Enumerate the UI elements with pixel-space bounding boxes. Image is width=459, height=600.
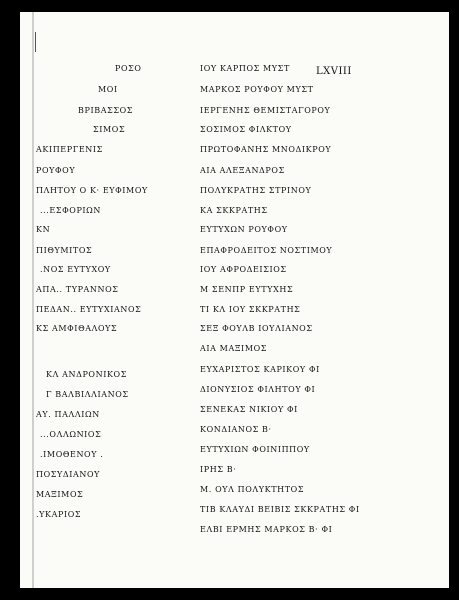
right-column-line: ΑΙΑ ΜΑΞΙΜΟΣ xyxy=(200,344,268,353)
left-column-line: ΜΑΞΙΜΟΣ xyxy=(36,490,84,499)
left-column-line: ΚΛ ΑΝΔΡΟΝΙΚΟΣ xyxy=(46,370,127,379)
left-column-line: ΡΟΥΦΟΥ xyxy=(36,166,76,175)
left-column-line: ΑΚΙΠΕΡΓΕΝΙΣ xyxy=(36,145,103,154)
left-column-line: ΡΟΣΟ xyxy=(115,64,142,73)
fold-mark xyxy=(35,32,36,52)
left-column-line: ΣΙΜΟΣ xyxy=(93,125,126,134)
right-column-line: ΠΟΛΥΚΡΑΤΗΣ ΣΤΡΙΝΟΥ xyxy=(200,186,312,195)
left-column-line: .ΥΚΑΡΙΟΣ xyxy=(36,510,82,519)
left-column-line: Γ ΒΑΛΒΙΛΛΙΑΝΟΣ xyxy=(46,390,129,399)
right-column-line: ΙΟΥ ΑΦΡΟΔΕΙΣΙΟΣ xyxy=(200,265,287,274)
left-column-line: ΜΟΙ xyxy=(98,85,118,94)
left-column-line: ΚΝ xyxy=(36,225,51,234)
left-column-line: ΑΠΑ.. ΤΥΡΑΝΝΟΣ xyxy=(36,285,119,294)
right-column-line: ΕΥΧΑΡΙΣΤΟΣ ΚΑΡΙΚΟΥ ΦΙ xyxy=(200,365,320,374)
right-column-line: ΠΡΩΤΟΦΑΝΗΣ ΜΝΟΔΙΚΡΟΥ xyxy=(200,145,332,154)
left-column-line: ΒΡΙΒΑΣΣΟΣ xyxy=(78,106,134,115)
folio-number: LXVIII xyxy=(316,66,352,77)
page-fold-line xyxy=(32,12,34,588)
left-column-line: ΑΥ. ΠΑΛΛΙΩΝ xyxy=(36,410,100,419)
right-column-line: ΤΙ ΚΛ ΙΟΥ ΣΚΚΡΑΤΗΣ xyxy=(200,305,301,314)
right-column-line: ΙΕΡΓΕΝΗΣ ΘΕΜΙΣΤΑΓΟΡΟΥ xyxy=(200,106,331,115)
right-column-line: ΑΙΑ ΑΛΕΞΑΝΔΡΟΣ xyxy=(200,166,285,175)
right-column-line: ΚΟΝΔΙΑΝΟΣ Β· xyxy=(200,425,272,434)
right-column-line: ΕΠΑΦΡΟΔΕΙΤΟΣ ΝΟΣΤΙΜΟΥ xyxy=(200,246,333,255)
right-column-line: ΕΥΤΥΧΩΝ ΡΟΥΦΟΥ xyxy=(200,225,288,234)
left-column-line: ΚΣ ΑΜΦΙΘΑΛΟΥΣ xyxy=(36,324,118,333)
right-column-line: ΕΛΒΙ ΕΡΜΗΣ ΜΑΡΚΟΣ Β· ΦΙ xyxy=(200,525,333,534)
manuscript-page xyxy=(20,12,449,588)
left-column-line: ΠΕΔΑΝ.. ΕΥΤΥΧΙΑΝΟΣ xyxy=(36,305,142,314)
right-column-line: ΣΟΣΙΜΟΣ ΦΙΛΚΤΟΥ xyxy=(200,125,292,134)
left-column-line: ...ΕΣΦΟΡΙΩΝ xyxy=(40,206,102,215)
left-column-line: .ΝΟΣ ΕΥΤΥΧΟΥ xyxy=(40,265,111,274)
right-column-line: ΤΙΒ ΚΛΑΥΔΙ ΒΕΙΒΙΣ ΣΚΚΡΑΤΗΣ ΦΙ xyxy=(200,505,360,514)
right-column-line: ΜΑΡΚΟΣ ΡΟΥΦΟΥ ΜΥΣΤ xyxy=(200,85,314,94)
right-column-line: ΙΡΗΣ Β· xyxy=(200,465,237,474)
left-column-line: ΠΙΘΥΜΙΤΟΣ xyxy=(36,246,93,255)
right-column-line: Μ. ΟΥΛ ΠΟΛΥΚΤΗΤΟΣ xyxy=(200,485,305,494)
right-column-line: ΣΕΝΕΚΑΣ ΝΙΚΙΟΥ ΦΙ xyxy=(200,405,298,414)
left-column-line: ...ΟΛΛΩΝΙΟΣ xyxy=(40,430,102,439)
right-column-line: Μ ΣΕΝΠΡ ΕΥΤΥΧΗΣ xyxy=(200,285,294,294)
right-column-line: ΕΥΤΥΧΙΩΝ ΦΟΙΝΙΠΠΟΥ xyxy=(200,445,310,454)
right-column-line: ΚΑ ΣΚΚΡΑΤΗΣ xyxy=(200,206,268,215)
left-column-line: ΠΛΗΤΟΥ Ο Κ· ΕΥΦΙΜΟΥ xyxy=(36,186,148,195)
left-column-line: .ΙΜΟΘΕΝΟΥ . xyxy=(40,450,104,459)
right-column-line: ΙΟΥ ΚΑΡΠΟΣ ΜΥΣΤ xyxy=(200,64,290,73)
right-column-line: ΣΕΞ ΦΟΥΛΒ ΙΟΥΛΙΑΝΟΣ xyxy=(200,324,313,333)
right-column-line: ΔΙΟΝΥΣΙΟΣ ΦΙΛΗΤΟΥ ΦΙ xyxy=(200,385,316,394)
left-column-line: ΠΟΣΥΔΙΑΝΟΥ xyxy=(36,470,101,479)
